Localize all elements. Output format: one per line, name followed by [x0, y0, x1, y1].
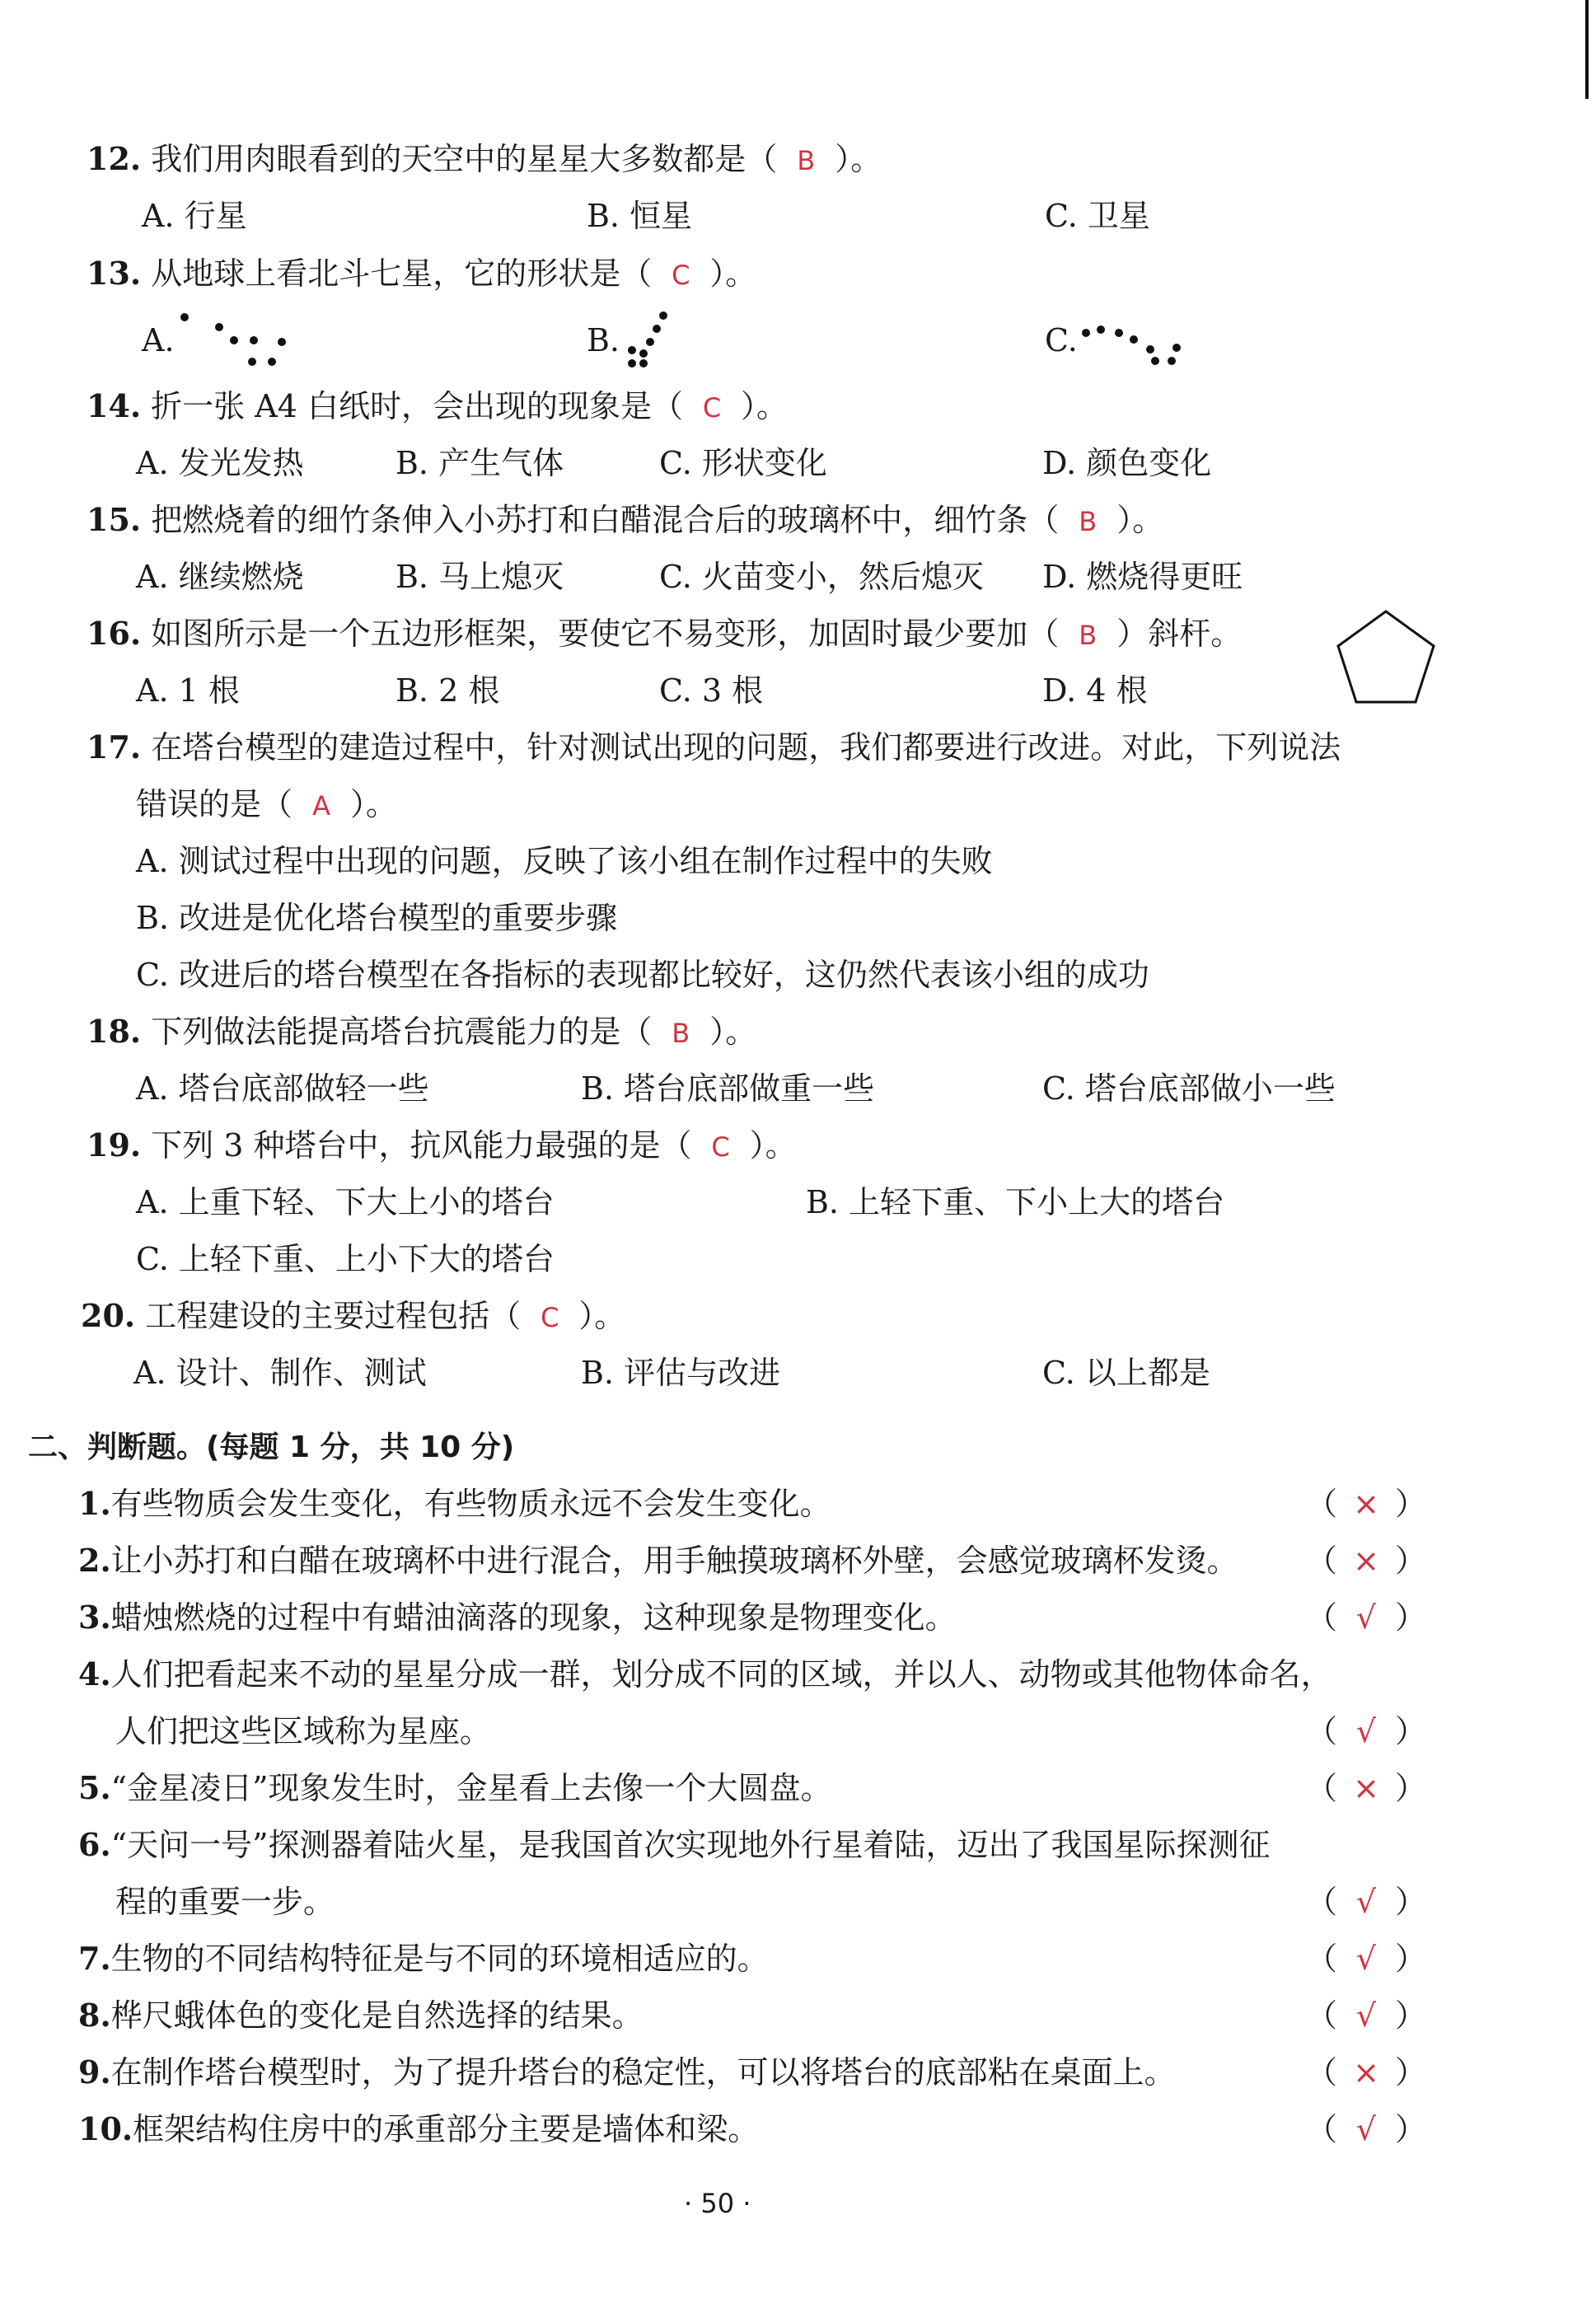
- paren: ）: [1395, 1941, 1427, 1977]
- tf-item-9: [78, 2052, 1176, 2093]
- option: A.: [142, 322, 175, 358]
- question-text: 从地球上看北斗七星，它的形状是（: [151, 255, 653, 292]
- answer-box: [1306, 1483, 1426, 1524]
- question-end: ）斜杆。: [1116, 616, 1243, 652]
- question-text: “金星凌日”现象发生时，金星看上去像一个大圆盘。: [110, 1770, 832, 1806]
- question-number: 15.: [87, 501, 142, 538]
- option: C. 塔台底部做小一些: [1042, 1070, 1336, 1107]
- option: C. 上轻下重、上小下大的塔台: [136, 1241, 555, 1277]
- paren: （: [1306, 1770, 1338, 1806]
- question-text: 桦尺蛾体色的变化是自然选择的结果。: [110, 1997, 644, 2034]
- question-text: 让小苏打和白醋在玻璃杯中进行混合，用手触摸玻璃杯外壁，会感觉玻璃杯发烫。: [110, 1543, 1238, 1579]
- option: B. 2 根: [395, 672, 500, 709]
- option: D. 4 根: [1042, 672, 1148, 709]
- question-text: 我们用肉眼看到的天空中的星星大多数都是（: [151, 141, 778, 177]
- tf-item-5: [78, 1768, 832, 1809]
- answer-box: [1306, 1881, 1426, 1922]
- question-end: ）。: [741, 388, 789, 424]
- paren: （: [1306, 1543, 1338, 1579]
- judgement-mark: √: [1355, 1941, 1377, 1977]
- tf-item-10: [78, 2109, 759, 2150]
- option: C.: [1045, 322, 1078, 358]
- question-number: 6.: [78, 1826, 111, 1863]
- question-number: 9.: [78, 2053, 111, 2091]
- option: C. 火苗变小，然后熄灭: [659, 559, 984, 595]
- dipper-shape-a: [173, 309, 297, 371]
- paren: （: [1306, 2111, 1338, 2147]
- tf-item-4: [78, 1654, 1332, 1695]
- question-17-cont: [136, 784, 397, 826]
- question-end: ）。: [835, 141, 882, 177]
- answer-mark: B: [797, 145, 816, 176]
- page-number: · 50 ·: [684, 2188, 751, 2219]
- question-13: [87, 253, 756, 296]
- question-17: [87, 727, 1341, 768]
- paren: ）: [1395, 1543, 1427, 1579]
- question-end: ）。: [749, 1127, 797, 1164]
- option: D. 燃烧得更旺: [1042, 559, 1243, 595]
- judgement-mark: ×: [1353, 2054, 1379, 2091]
- option: B. 马上熄灭: [395, 559, 564, 595]
- question-16: [87, 613, 1242, 656]
- question-text: 在塔台模型的建造过程中，针对测试出现的问题，我们都要进行改进。对此，下列说法: [151, 729, 1341, 766]
- option: B. 上轻下重、下小上大的塔台: [806, 1184, 1225, 1220]
- answer-mark: C: [711, 1131, 730, 1163]
- option: A. 塔台底部做轻一些: [136, 1070, 429, 1107]
- question-number: 13.: [87, 255, 142, 292]
- paren: ）: [1395, 2111, 1427, 2147]
- question-text: 在制作塔台模型时，为了提升塔台的稳定性，可以将塔台的底部粘在桌面上。: [110, 2054, 1176, 2091]
- answer-box: [1306, 2109, 1426, 2150]
- tf-item-7: [78, 1938, 769, 1979]
- judgement-mark: ×: [1353, 1543, 1379, 1579]
- question-number: 2.: [78, 1542, 111, 1579]
- option: C. 改进后的塔台模型在各指标的表现都比较好，这仍然代表该小组的成功: [136, 957, 1149, 993]
- answer-box: [1306, 1995, 1426, 2036]
- question-end: ）。: [709, 255, 757, 292]
- question-number: 5.: [78, 1769, 111, 1806]
- answer-mark: C: [702, 392, 722, 424]
- question-number: 4.: [78, 1655, 111, 1693]
- answer-mark: C: [672, 260, 690, 291]
- tf-item-8: [78, 1995, 644, 2036]
- paren: （: [1306, 1599, 1338, 1636]
- question-text: 折一张 A4 白纸时，会出现的现象是（: [151, 388, 683, 424]
- option: A. 继续燃烧: [136, 559, 304, 595]
- question-text: 框架结构住房中的承重部分主要是墙体和梁。: [133, 2111, 760, 2147]
- option: D. 颜色变化: [1042, 445, 1212, 481]
- question-text: 错误的是（: [136, 786, 293, 822]
- option: B. 恒星: [587, 198, 693, 234]
- question-18: [87, 1011, 756, 1054]
- question-number: 10.: [78, 2110, 133, 2147]
- option: A. 测试过程中出现的问题，反映了该小组在制作过程中的失败: [136, 843, 993, 879]
- option: A. 1 根: [136, 672, 240, 709]
- answer-mark: B: [1079, 506, 1098, 537]
- question-text: 人们把这些区域称为星座。: [115, 1713, 492, 1749]
- judgement-mark: √: [1355, 1713, 1377, 1749]
- paren: ）: [1395, 1486, 1427, 1522]
- question-12: [87, 138, 882, 181]
- answer-mark: C: [541, 1302, 559, 1333]
- question-text: 下列 3 种塔台中，抗风能力最强的是（: [151, 1127, 692, 1164]
- question-text: 下列做法能提高塔台抗震能力的是（: [151, 1014, 653, 1050]
- question-number: 8.: [78, 1997, 111, 2034]
- option: B.: [587, 322, 620, 358]
- paren: （: [1306, 1713, 1338, 1749]
- tf-item-3: [78, 1597, 957, 1638]
- tf-item-4-cont: [115, 1711, 491, 1752]
- option: B. 产生气体: [395, 445, 564, 481]
- paren: （: [1306, 1486, 1338, 1522]
- judgement-mark: ×: [1353, 1486, 1379, 1522]
- tf-item-1: [78, 1483, 831, 1524]
- option: A. 行星: [142, 198, 247, 234]
- question-text: 如图所示是一个五边形框架，要使它不易变形，加固时最少要加（: [151, 616, 1060, 652]
- option: B. 改进是优化塔台模型的重要步骤: [136, 900, 618, 936]
- question-end: ）。: [709, 1014, 757, 1050]
- question-end: ）。: [578, 1298, 626, 1334]
- question-number: 18.: [87, 1013, 142, 1050]
- pentagon-figure: [1335, 608, 1438, 707]
- question-number: 16.: [87, 615, 142, 652]
- answer-box: [1306, 2052, 1426, 2093]
- question-text: 程的重要一步。: [115, 1884, 335, 1920]
- question-19: [87, 1125, 797, 1168]
- question-number: 7.: [78, 1940, 111, 1977]
- paren: （: [1306, 1884, 1338, 1920]
- judgement-mark: √: [1355, 1997, 1377, 2034]
- paren: （: [1306, 2054, 1338, 2091]
- question-text: 工程建设的主要过程包括（: [145, 1298, 522, 1334]
- option: C. 3 根: [659, 672, 764, 709]
- judgement-mark: √: [1355, 1599, 1377, 1636]
- answer-box: [1306, 1938, 1426, 1979]
- option: A. 发光发热: [136, 445, 304, 481]
- question-end: ）。: [1116, 502, 1164, 538]
- paren: ）: [1395, 1884, 1427, 1920]
- answer-box: [1306, 1597, 1426, 1638]
- option: A. 上重下轻、下大上小的塔台: [136, 1184, 555, 1220]
- tf-item-6-cont: [115, 1881, 335, 1922]
- page-edge-line: [1585, 0, 1589, 99]
- answer-box: [1306, 1711, 1426, 1752]
- paren: （: [1306, 1941, 1338, 1977]
- question-number: 14.: [87, 387, 142, 424]
- question-number: 20.: [81, 1297, 136, 1334]
- dipper-shape-c: [1079, 321, 1186, 367]
- paren: （: [1306, 1997, 1338, 2034]
- paren: ）: [1395, 1997, 1427, 2034]
- option: B. 塔台底部做重一些: [581, 1070, 875, 1107]
- judgement-mark: √: [1355, 2111, 1377, 2147]
- section-title: 二、判断题。(每题 1 分，共 10 分): [28, 1430, 515, 1464]
- question-number: 17.: [87, 728, 142, 766]
- option: B. 评估与改进: [581, 1355, 781, 1391]
- question-text: 蜡烛燃烧的过程中有蜡油滴落的现象，这种现象是物理变化。: [110, 1599, 957, 1636]
- question-text: 有些物质会发生变化，有些物质永远不会发生变化。: [110, 1486, 831, 1522]
- question-text: 人们把看起来不动的星星分成一群，划分成不同的区域，并以人、动物或其他物体命名，: [110, 1656, 1332, 1693]
- answer-box: [1306, 1768, 1426, 1809]
- judgement-mark: √: [1355, 1884, 1377, 1920]
- answer-mark: B: [1079, 620, 1098, 651]
- option: C. 以上都是: [1042, 1355, 1210, 1391]
- question-14: [87, 386, 788, 428]
- paren: ）: [1395, 1713, 1427, 1749]
- option: C. 形状变化: [659, 445, 827, 481]
- question-number: 19.: [87, 1126, 142, 1164]
- question-20: [81, 1295, 625, 1338]
- answer-box: [1306, 1540, 1426, 1581]
- paren: ）: [1395, 2054, 1427, 2091]
- paren: ）: [1395, 1770, 1427, 1806]
- question-end: ）。: [350, 786, 398, 822]
- tf-item-2: [78, 1540, 1238, 1581]
- question-text: “天问一号”探测器着陆火星，是我国首次实现地外行星着陆，迈出了我国星际探测征: [110, 1827, 1271, 1863]
- judgement-mark: ×: [1353, 1770, 1379, 1806]
- option: A. 设计、制作、测试: [133, 1355, 427, 1391]
- answer-mark: A: [312, 790, 330, 822]
- answer-mark: B: [672, 1018, 690, 1049]
- question-text: 生物的不同结构特征是与不同的环境相适应的。: [110, 1941, 769, 1977]
- dipper-shape-b: [622, 309, 672, 371]
- question-text: 把燃烧着的细竹条伸入小苏打和白醋混合后的玻璃杯中，细竹条（: [151, 502, 1060, 538]
- question-number: 12.: [87, 140, 142, 177]
- option: C. 卫星: [1045, 198, 1150, 234]
- question-number: 3.: [78, 1599, 111, 1636]
- paren: ）: [1395, 1599, 1427, 1636]
- tf-item-6: [78, 1824, 1271, 1866]
- question-15: [87, 499, 1163, 542]
- question-number: 1.: [78, 1485, 111, 1522]
